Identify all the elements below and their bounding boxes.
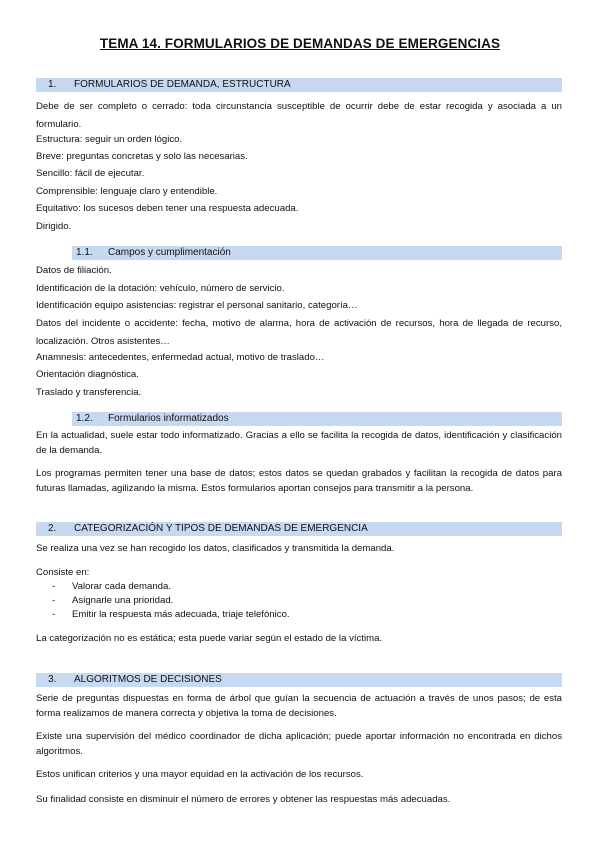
- paragraph: Sencillo: fácil de ejecutar.: [36, 168, 145, 179]
- bullet-dash: -: [52, 609, 56, 620]
- paragraph: Se realiza una vez se han recogido los datos, clasificados y transmitida la demanda.: [36, 543, 395, 554]
- paragraph: Traslado y transferencia.: [36, 387, 142, 398]
- list-item-text: Emitir la respuesta más adecuada, triaje telefónico.: [72, 609, 290, 620]
- bullet-dash: -: [52, 595, 56, 606]
- paragraph: Orientación diagnóstica.: [36, 369, 139, 380]
- section-label: CATEGORIZACIÓN Y TIPOS DE DEMANDAS DE EMERGENCIA: [74, 523, 368, 534]
- subsection-number: 1.2.: [76, 413, 93, 424]
- list-item-text: Asignarle una prioridad.: [72, 595, 174, 606]
- paragraph: Equitativo: los sucesos deben tener una respuesta adecuada.: [36, 203, 299, 214]
- section-label: ALGORITMOS DE DECISIONES: [74, 674, 222, 685]
- section-number: 2.: [48, 523, 57, 534]
- paragraph: Los programas permiten tener una base de datos; estos datos se quedan grabados y facilitan la recogida de datos para futuras llamadas, agilizando la misma. Estos formularios aportan consejos para transmitir a la persona.: [36, 468, 562, 494]
- paragraph: Identificación de la dotación: vehículo, número de servicio.: [36, 283, 285, 294]
- paragraph: Su finalidad consiste en disminuir el número de errores y obtener las respuestas más adecuadas.: [36, 794, 451, 805]
- subsection-heading-1-1: [72, 246, 562, 260]
- paragraph: Comprensible: lenguaje claro y entendible.: [36, 186, 218, 197]
- section-label: FORMULARIOS DE DEMANDA, ESTRUCTURA: [74, 79, 291, 90]
- list-item-text: Valorar cada demanda.: [72, 581, 172, 592]
- paragraph: Identificación equipo asistencias: registrar el personal sanitario, categoría…: [36, 300, 358, 311]
- section-heading-2: [36, 522, 562, 536]
- paragraph: Debe de ser completo o cerrado: toda circunstancia susceptible de ocurrir debe de estar recogida y asociada a un formulario.: [36, 101, 562, 130]
- page-title: TEMA 14. FORMULARIOS DE DEMANDAS DE EMERGENCIAS: [99, 36, 501, 51]
- paragraph: Estructura: seguir un orden lógico.: [36, 134, 183, 145]
- subsection-label: Formularios informatizados: [108, 413, 229, 424]
- subsection-number: 1.1.: [76, 247, 93, 258]
- section-heading-3: [36, 673, 562, 687]
- section-number: 3.: [48, 674, 57, 685]
- paragraph: En la actualidad, suele estar todo informatizado. Gracias a ello se facilita la recogida de datos, identificación y clasificación de la demanda.: [36, 430, 562, 456]
- bullet-dash: -: [52, 581, 56, 592]
- paragraph: Existe una supervisión del médico coordinador de dicha aplicación; puede aportar información no encontrada en dichos algoritmos.: [36, 731, 562, 757]
- paragraph: Datos de filiación.: [36, 265, 112, 276]
- paragraph: Breve: preguntas concretas y solo las necesarias.: [36, 151, 248, 162]
- paragraph: Anamnesis: antecedentes, enfermedad actual, motivo de traslado…: [36, 352, 325, 363]
- subsection-heading-1-2: [72, 412, 562, 426]
- section-heading-1: [36, 78, 562, 92]
- section-number: 1.: [48, 79, 57, 90]
- paragraph: Consiste en:: [36, 567, 90, 578]
- subsection-label: Campos y cumplimentación: [108, 247, 231, 258]
- paragraph: Dirigido.: [36, 221, 72, 232]
- paragraph: Datos del incidente o accidente: fecha, motivo de alarma, hora de activación de recursos, hora de llegada de recurso, localización. Otros asistentes…: [36, 318, 562, 347]
- paragraph: Serie de preguntas dispuestas en forma de árbol que guían la secuencia de actuación a través de unos pasos; de esta forma realizamos de manera correcta y objetiva la toma de decisiones.: [36, 693, 562, 719]
- paragraph: La categorización no es estática; esta puede variar según el estado de la víctima.: [36, 633, 383, 644]
- paragraph: Estos unifican criterios y una mayor equidad en la activación de los recursos.: [36, 769, 364, 780]
